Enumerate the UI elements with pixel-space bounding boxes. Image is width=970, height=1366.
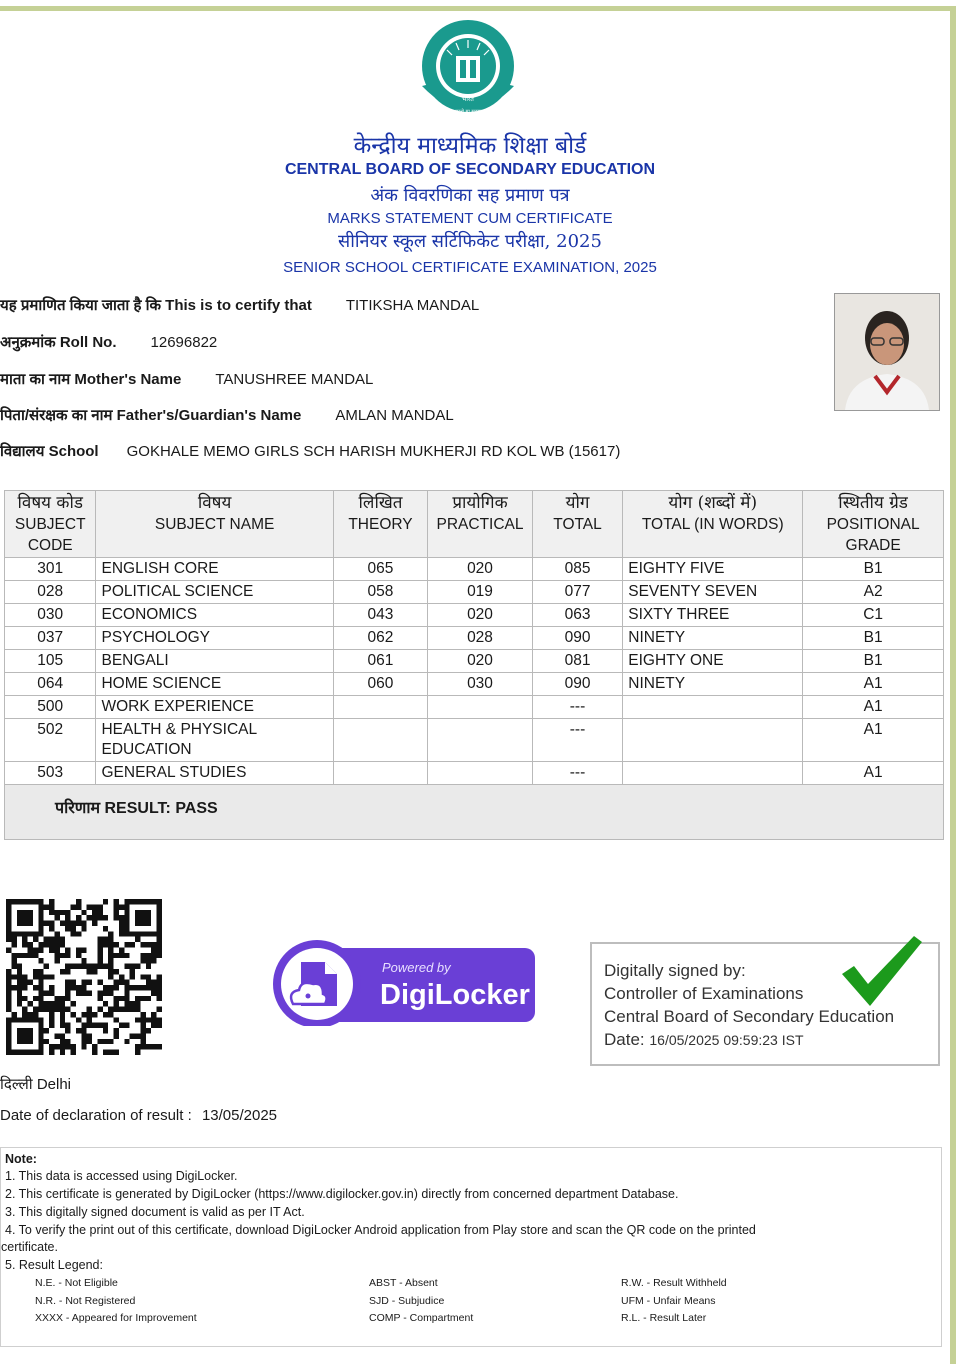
note-line: 4. To verify the print out of this certificate, download DigiLocker Android application from Play store and scan the QR code on the printed [5,1223,756,1237]
table-row [5,558,944,581]
positional-grade: A2 [803,581,944,604]
subject-name: ECONOMICS [96,604,333,627]
total-in-words: SIXTY THREE [623,604,803,627]
cbse-logo [412,14,524,126]
signature-date-label: Date: [604,1030,645,1049]
header-subject-code: विषय कोड SUBJECT CODE [5,491,96,558]
school-row [0,441,620,461]
header-practical: प्रायोगिक PRACTICAL [428,491,533,558]
school-label: विद्यालय School [0,443,99,460]
total-in-words: EIGHTY FIVE [623,558,803,581]
board-name-english: CENTRAL BOARD OF SECONDARY EDUCATION [284,161,656,178]
subject-code: 503 [5,762,96,785]
exam-title-english: SENIOR SCHOOL CERTIFICATE EXAMINATION, 2025 [283,259,657,276]
table-row [5,581,944,604]
legend-item: N.E. - Not Eligible [35,1277,118,1289]
table-row [5,627,944,650]
practical-marks: 020 [428,604,533,627]
subject-name: HEALTH & PHYSICAL EDUCATION [96,719,333,762]
svg-text:असतो मा सद्गमय: असतो मा सद्गमय [452,109,484,115]
signer-title-line: Controller of Examinations [604,984,804,1003]
total-marks: 090 [532,627,622,650]
marks-table [4,490,944,840]
subject-code: 500 [5,696,96,719]
practical-marks [428,762,533,785]
total-in-words: NINETY [623,673,803,696]
table-header-row [5,491,944,558]
total-in-words [623,696,803,719]
positional-grade: A1 [803,762,944,785]
total-marks: --- [532,719,622,762]
note-line: 3. This digitally signed document is valid as per IT Act. [5,1205,305,1219]
subject-code: 502 [5,719,96,762]
student-name: TITIKSHA MANDAL [345,297,480,314]
theory-marks: 065 [333,558,428,581]
svg-text:भारत: भारत [462,96,474,103]
positional-grade: A1 [803,719,944,762]
note-line: 5. Result Legend: [5,1258,103,1272]
header-total-words: योग (शब्दों में) TOTAL (IN WORDS) [623,491,803,558]
practical-marks: 020 [428,558,533,581]
total-marks: 077 [532,581,622,604]
certify-row [0,295,479,315]
father-row [0,405,454,425]
note-box [0,1147,942,1347]
subject-name: ENGLISH CORE [96,558,333,581]
header-subject-name: विषय SUBJECT NAME [96,491,333,558]
roll-label: अनुक्रमांक Roll No. [0,334,117,351]
positional-grade: B1 [803,650,944,673]
practical-marks: 028 [428,627,533,650]
theory-marks: 058 [333,581,428,604]
exam-title-hindi: सीनियर स्कूल सर्टिफिकेट परीक्षा, 2025 [338,231,602,252]
theory-marks: 061 [333,650,428,673]
subject-name: GENERAL STUDIES [96,762,333,785]
signed-by-line: Digitally signed by: [604,961,746,980]
total-in-words [623,719,803,762]
legend-item: R.L. - Result Later [621,1312,707,1324]
table-row [5,762,944,785]
positional-grade: C1 [803,604,944,627]
total-in-words: NINETY [623,627,803,650]
theory-marks [333,762,428,785]
table-row [5,696,944,719]
subject-name: POLITICAL SCIENCE [96,581,333,604]
practical-marks [428,719,533,762]
certify-label: यह प्रमाणित किया जाता है कि This is to certify that [0,297,312,314]
practical-marks: 030 [428,673,533,696]
total-marks: 063 [532,604,622,627]
declaration-date-row [0,1107,277,1124]
practical-marks: 019 [428,581,533,604]
total-marks: 085 [532,558,622,581]
total-in-words [623,762,803,785]
digital-signature-box [590,942,940,1066]
subject-name: WORK EXPERIENCE [96,696,333,719]
header-total: योग TOTAL [532,491,622,558]
subject-name: BENGALI [96,650,333,673]
positional-grade: B1 [803,627,944,650]
table-row [5,650,944,673]
positional-grade: B1 [803,558,944,581]
practical-marks: 020 [428,650,533,673]
doc-title-english: MARKS STATEMENT CUM CERTIFICATE [327,210,613,227]
page-frame-right [950,6,956,1364]
verification-qr-code[interactable] [6,899,162,1055]
total-marks: --- [532,696,622,719]
digilocker-badge [271,932,535,1026]
total-marks: --- [532,762,622,785]
subject-code: 105 [5,650,96,673]
legend-item: ABST - Absent [369,1277,438,1289]
board-name-hindi: केन्द्रीय माध्यमिक शिक्षा बोर्ड [353,133,587,159]
table-row [5,719,944,762]
theory-marks [333,696,428,719]
table-row [5,604,944,627]
total-marks: 090 [532,673,622,696]
roll-number: 12696822 [150,334,218,351]
father-name: AMLAN MANDAL [335,407,454,424]
signer-org-line: Central Board of Secondary Education [604,1007,895,1026]
total-in-words: SEVENTY SEVEN [623,581,803,604]
theory-marks: 062 [333,627,428,650]
place: दिल्ली Delhi [0,1076,72,1093]
digilocker-brand-text: DigiLocker [380,979,530,1011]
subject-code: 037 [5,627,96,650]
practical-marks [428,696,533,719]
result-row [5,785,944,840]
total-in-words: EIGHTY ONE [623,650,803,673]
theory-marks [333,719,428,762]
mother-row [0,369,373,389]
legend-item: XXXX - Appeared for Improvement [35,1312,197,1324]
subject-name: PSYCHOLOGY [96,627,333,650]
subject-code: 064 [5,673,96,696]
subject-code: 030 [5,604,96,627]
theory-marks: 060 [333,673,428,696]
declaration-date: 13/05/2025 [201,1107,278,1124]
positional-grade: A1 [803,696,944,719]
roll-row [0,332,217,352]
note-line: 1. This data is accessed using DigiLocker. [5,1169,238,1183]
declaration-label: Date of declaration of result : [0,1107,192,1124]
student-photo [834,293,940,411]
legend-item: N.R. - Not Registered [35,1295,136,1307]
mother-name: TANUSHREE MANDAL [215,371,374,388]
signature-date: 16/05/2025 09:59:23 IST [649,1032,804,1048]
header-theory: लिखित THEORY [333,491,428,558]
result-cell [5,785,944,840]
header-grade: स्थितीय ग्रेड POSITIONAL GRADE [803,491,944,558]
note-title: Note: [5,1152,37,1166]
subject-code: 028 [5,581,96,604]
page-frame-top [0,6,956,11]
mother-label: माता का नाम Mother's Name [0,371,182,388]
school-name: GOKHALE MEMO GIRLS SCH HARISH MUKHERJI RD KOL WB (15617) [126,443,621,460]
verified-check-icon [838,934,924,1012]
note-line: 2. This certificate is generated by DigiLocker (https://www.digilocker.gov.in) directly from concerned department Database. [5,1187,679,1201]
powered-by-text: Powered by [382,960,451,975]
note-line: certificate. [1,1240,58,1254]
result-text: परिणाम RESULT: PASS [55,800,218,817]
doc-title-hindi: अंक विवरणिका सह प्रमाण पत्र [370,185,570,206]
father-label: पिता/संरक्षक का नाम Father's/Guardian's Name [0,407,302,424]
signature-date-line [604,1030,804,1050]
legend-item: R.W. - Result Withheld [621,1277,727,1289]
legend-item: SJD - Subjudice [369,1295,445,1307]
positional-grade: A1 [803,673,944,696]
theory-marks: 043 [333,604,428,627]
subject-name: HOME SCIENCE [96,673,333,696]
total-marks: 081 [532,650,622,673]
table-row [5,673,944,696]
legend-item: COMP - Compartment [369,1312,474,1324]
legend-item: UFM - Unfair Means [621,1295,716,1307]
subject-code: 301 [5,558,96,581]
